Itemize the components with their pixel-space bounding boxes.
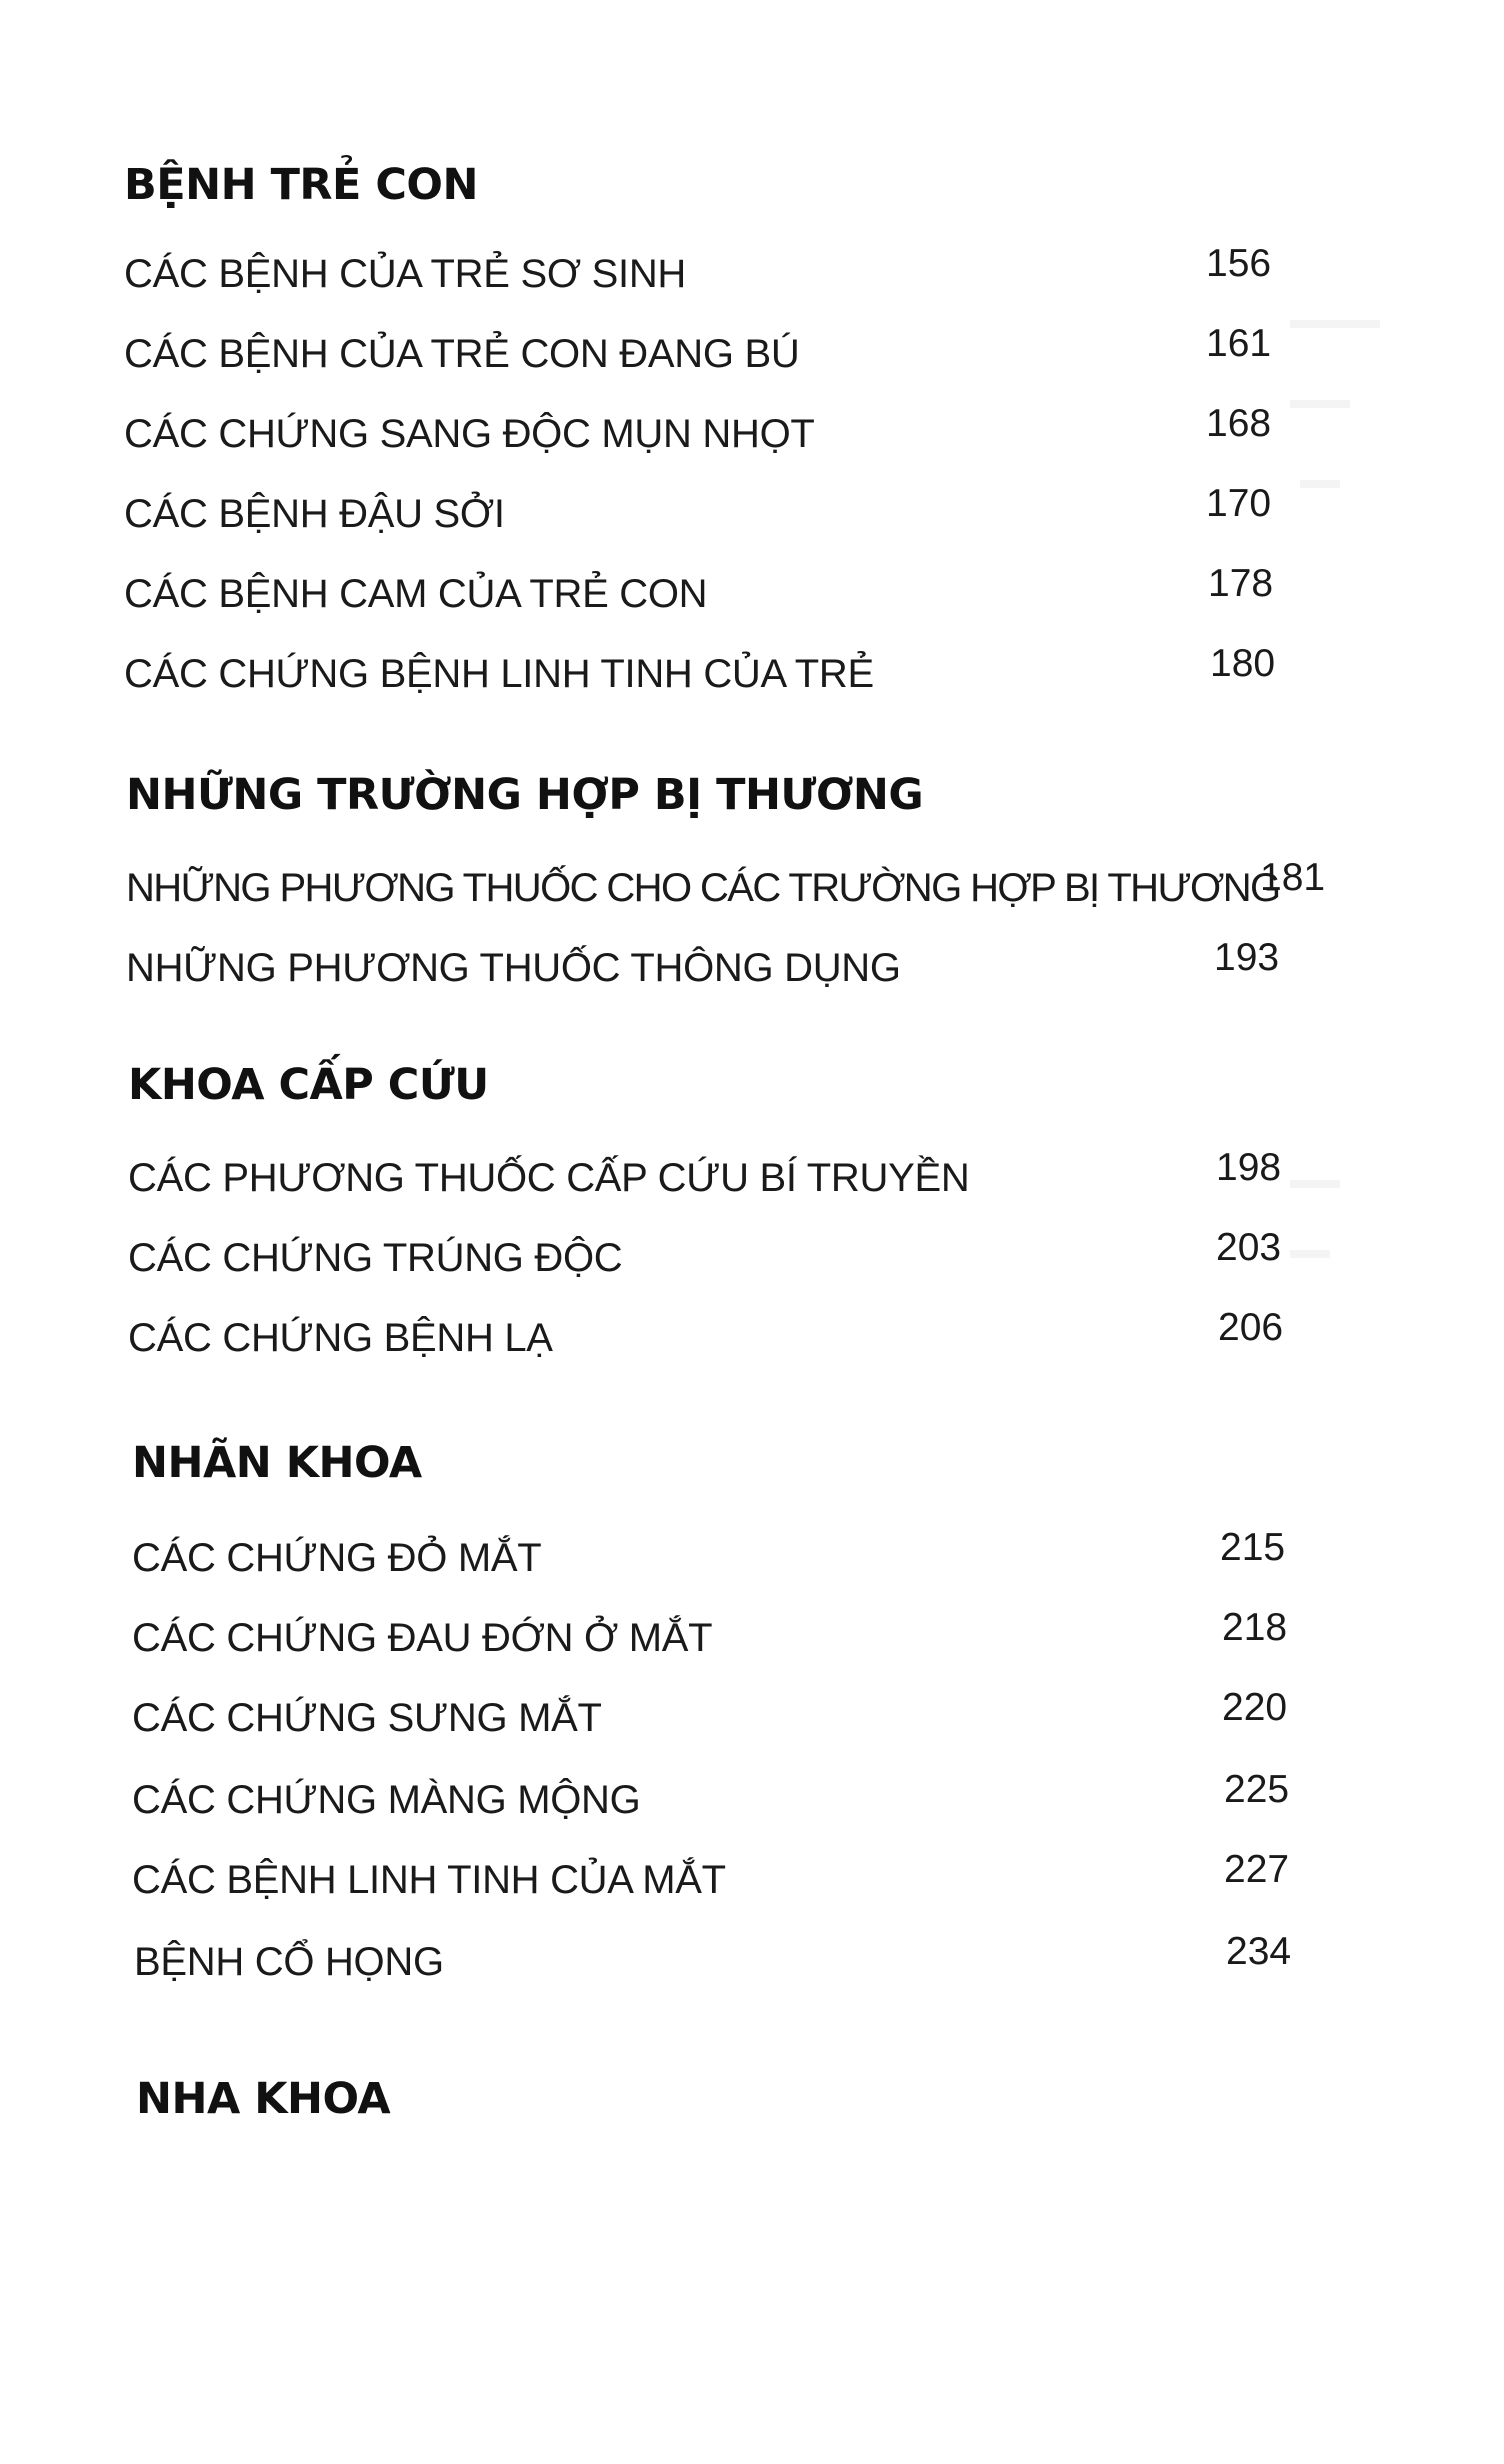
- toc-entry: [132, 1606, 1292, 1676]
- entry-title: CÁC PHƯƠNG THUỐC CẤP CỨU BÍ TRUYỀN: [128, 1156, 970, 1200]
- entry-page-number: 193: [1214, 936, 1280, 979]
- entry-title: CÁC CHỨNG TRÚNG ĐỘC: [128, 1236, 623, 1280]
- section-heading-benh-tre-con: BỆNH TRẺ CON: [124, 160, 478, 210]
- toc-entry: [132, 1848, 1292, 1918]
- toc-entry: [132, 1526, 1292, 1596]
- entry-page-number: 227: [1224, 1848, 1290, 1891]
- toc-entry: [124, 562, 1284, 632]
- entry-page-number: 170: [1206, 482, 1272, 525]
- entry-page-number: 220: [1222, 1686, 1288, 1729]
- entry-title: CÁC BỆNH CỦA TRẺ SƠ SINH: [124, 252, 687, 296]
- section-heading-nhung-truong-hop-bi-thuong: NHỮNG TRƯỜNG HỢP BỊ THƯƠNG: [126, 770, 924, 820]
- entry-page-number: 203: [1216, 1226, 1282, 1269]
- toc-entry: [124, 242, 1284, 312]
- entry-page-number: 218: [1222, 1606, 1288, 1649]
- entry-page-number: 156: [1206, 242, 1272, 285]
- toc-entry: [124, 402, 1284, 472]
- entry-page-number: 178: [1208, 562, 1274, 605]
- entry-title: CÁC CHỨNG MÀNG MỘNG: [132, 1778, 641, 1822]
- entry-title: BỆNH CỔ HỌNG: [134, 1940, 444, 1984]
- toc-entry: [128, 1306, 1288, 1376]
- entry-page-number: 215: [1220, 1526, 1286, 1569]
- toc-entry: [126, 936, 1286, 1006]
- entry-title: NHỮNG PHƯƠNG THUỐC THÔNG DỤNG: [126, 946, 901, 990]
- entry-title: CÁC CHỨNG BỆNH LINH TINH CỦA TRẺ: [124, 652, 874, 696]
- toc-entry: [126, 856, 1366, 926]
- entry-title: CÁC CHỨNG BỆNH LẠ: [128, 1316, 553, 1360]
- toc-entry: [132, 1686, 1292, 1756]
- entry-title: NHỮNG PHƯƠNG THUỐC CHO CÁC TRƯỜNG HỢP BỊ THƯƠNG: [126, 866, 1280, 910]
- entry-title: CÁC BỆNH CỦA TRẺ CON ĐANG BÚ: [124, 332, 800, 376]
- entry-title: CÁC CHỨNG SANG ĐỘC MỤN NHỌT: [124, 412, 815, 456]
- toc-entry: [134, 1930, 1294, 2000]
- entry-page-number: 225: [1224, 1768, 1290, 1811]
- entry-title: CÁC CHỨNG SƯNG MẮT: [132, 1696, 602, 1740]
- entry-title: CÁC BỆNH CAM CỦA TRẺ CON: [124, 572, 708, 616]
- entry-page-number: 181: [1260, 856, 1326, 899]
- section-heading-khoa-cap-cuu: KHOA CẤP CỨU: [128, 1060, 489, 1110]
- entry-title: CÁC BỆNH LINH TINH CỦA MẮT: [132, 1858, 726, 1902]
- toc-entry: [124, 642, 1284, 712]
- section-heading-nha-khoa: NHA KHOA: [136, 2074, 391, 2124]
- toc-entry: [128, 1226, 1288, 1296]
- entry-title: CÁC CHỨNG ĐAU ĐỚN Ở MẮT: [132, 1616, 713, 1660]
- entry-title: CÁC CHỨNG ĐỎ MẮT: [132, 1536, 542, 1580]
- toc-entry: [124, 482, 1284, 552]
- entry-page-number: 234: [1226, 1930, 1292, 1973]
- toc-entry: [132, 1768, 1292, 1838]
- entry-page-number: 180: [1210, 642, 1276, 685]
- entry-page-number: 168: [1206, 402, 1272, 445]
- entry-page-number: 161: [1206, 322, 1272, 365]
- entry-page-number: 198: [1216, 1146, 1282, 1189]
- entry-page-number: 206: [1218, 1306, 1284, 1349]
- section-heading-nhan-khoa: NHÃN KHOA: [132, 1438, 422, 1488]
- entry-title: CÁC BỆNH ĐẬU SỞI: [124, 492, 505, 536]
- toc-entry: [124, 322, 1284, 392]
- toc-entry: [128, 1146, 1288, 1216]
